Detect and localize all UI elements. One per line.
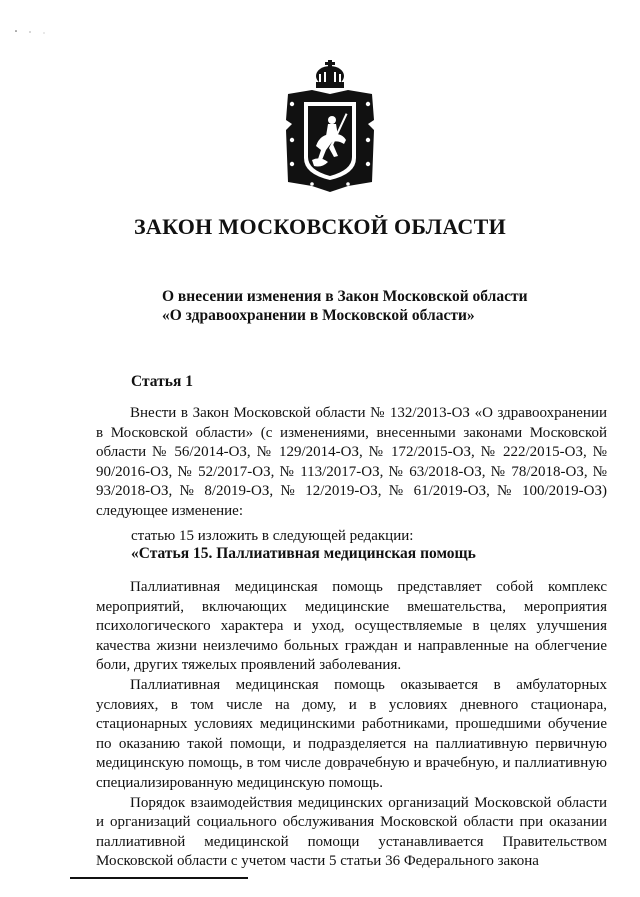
article-15-heading: «Статья 15. Паллиативная медицинская помощь xyxy=(131,545,476,562)
scan-artifact xyxy=(14,28,54,36)
subtitle-line: О внесении изменения в Закон Московской области xyxy=(162,288,528,305)
amendment-line: статью 15 изложить в следующей редакции: xyxy=(131,528,414,544)
article-body xyxy=(96,404,607,522)
paragraph: Паллиативная медицинская помощь представляет собой комплекс мероприятий, включающих медицинские вмешательства, мероприятия психологического характера и уход, осуществляемые в целях улучшения качества жизни неизлечимо больных граждан и направленные на облегчение боли, других тяжелых проявлений заболевания. xyxy=(96,579,607,674)
coat-of-arms-icon xyxy=(282,60,378,192)
article-heading: Статья 1 xyxy=(131,373,193,390)
paragraph: Порядок взаимодействия медицинских организаций Московской области и организаций социального обслуживания Московской области при оказании паллиативной медицинской помощи устанавливается Правительством Московской области с учетом части 5 статьи 36 Федерального закона xyxy=(96,794,607,870)
subtitle-line: «О здравоохранении в Московской области» xyxy=(162,307,475,324)
article-15-body xyxy=(96,578,607,872)
paragraph: Паллиативная медицинская помощь оказывается в амбулаторных условиях, в том числе на дому, и в условиях дневного стационара, стационарных условиях медицинскими работниками, прошедшими обучение по оказанию такой помощи, и подразделяется на паллиативную первичную медицинскую помощь, в том числе доврачебную и врачебную, и паллиативную специализированную медицинскую помощь. xyxy=(96,676,607,791)
law-subtitle xyxy=(162,287,528,325)
footer-rule xyxy=(70,877,248,879)
page-title: ЗАКОН МОСКОВСКОЙ ОБЛАСТИ xyxy=(133,214,507,239)
paragraph: Внести в Закон Московской области № 132/2013-ОЗ «О здравоохранении в Московской области» (с изменениями, внесенными законами Московской области № 56/2014-ОЗ, № 129/2014-ОЗ, № 172/2015-ОЗ, № 222/2015-ОЗ, № 90/2016-ОЗ, № 52/2017-ОЗ, № 113/2017-ОЗ, № 63/2018-ОЗ, № 78/2018-ОЗ, № 93/2018-ОЗ, № 8/2019-ОЗ, № 12/2019-ОЗ, № 61/2019-ОЗ, № 100/2019-ОЗ) следующее изменение: xyxy=(96,405,607,519)
